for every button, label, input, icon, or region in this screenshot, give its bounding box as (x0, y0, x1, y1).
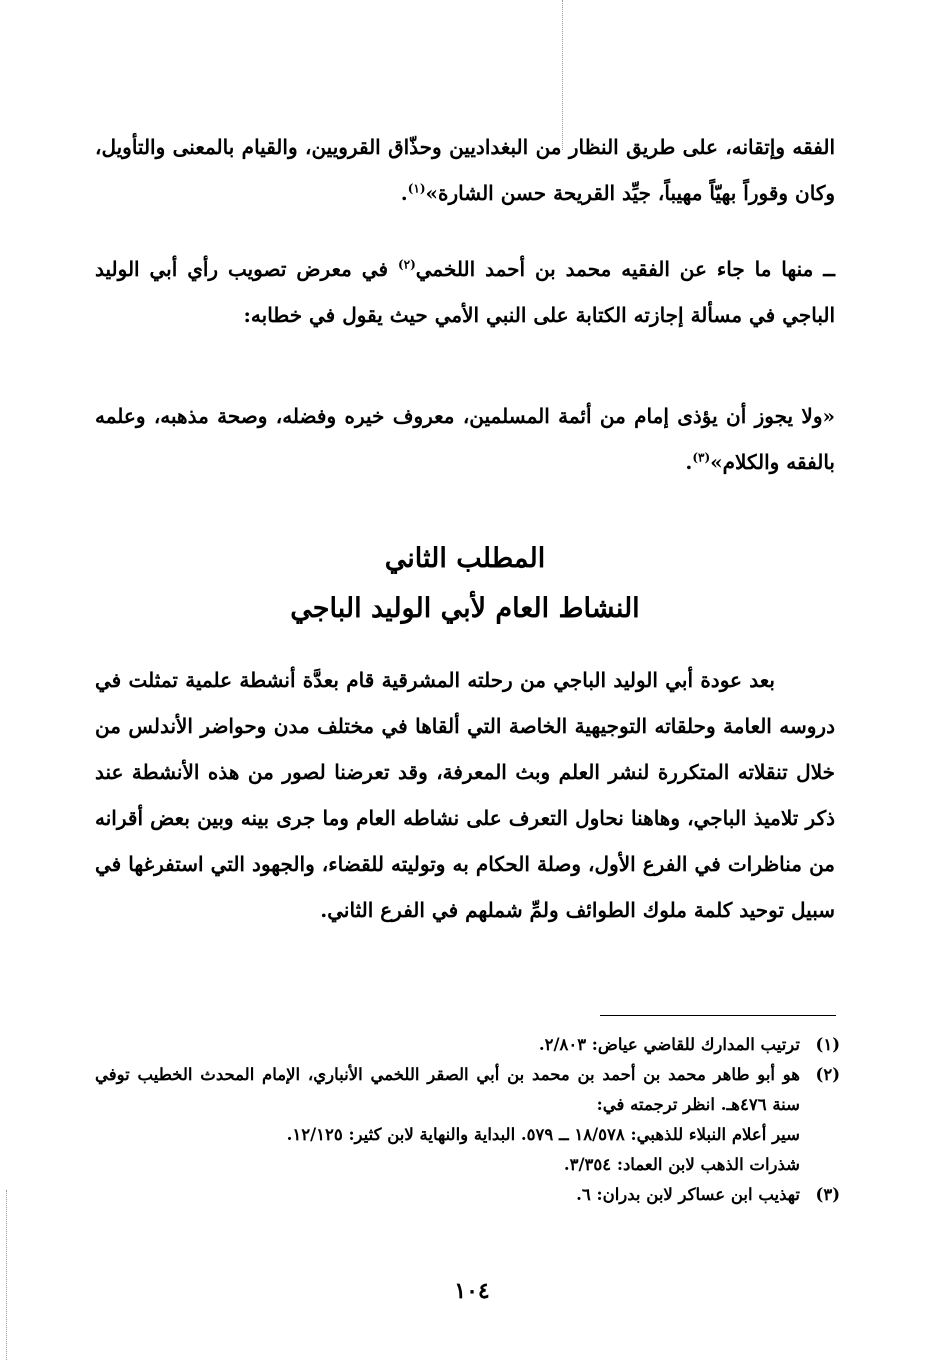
footnote-text: هو أبو طاهر محمد بن أحمد بن محمد بن أبي الصقر اللخمي الأنباري، الإمام المحدث الخطيب توفي سنة ٤٧٦هـ. انظر ترجمته في: (95, 1065, 800, 1114)
footnote-3 (95, 1180, 840, 1210)
footnote-number: (١) (815, 1035, 840, 1054)
paragraph-activity: بعد عودة أبي الوليد الباجي من رحلته المشرقية قام بعدَّة أنشطة علمية تمثلت في دروسه العامة وحلقاته التوجيهية الخاصة التي ألقاها في مختلف مدن وحواضر الأندلس من خلال تنقلاته المتكررة لنشر العلم وبث المعرفة، وقد تعرضنا لصور من هذه الأنشطة عند ذكر تلاميذ الباجي، وهاهنا نحاول التعرف على نشاطه العام وما جرى بينه وبين بعض أقرانه من مناظرات في الفرع الأول، وصلة الحكام به وتوليته للقضاء، والجهود التي استفرغها في سبيل توحيد كلمة ملوك الطوائف ولمِّ شملهم في الفرع الثاني. (95, 668, 836, 922)
footnote-number: (٢) (815, 1065, 840, 1084)
scan-artifact-line (6, 1190, 7, 1360)
footnote-ref-3: (٣) (692, 450, 711, 465)
footnote-text: تهذيب ابن عساكر لابن بدران: ٦. (576, 1185, 800, 1204)
footnote-text: ترتيب المدارك للقاضي عياض: ٢/٨٠٣. (538, 1035, 800, 1054)
page-number: ١٠٤ (454, 1278, 490, 1304)
footnote-separator (600, 1015, 836, 1016)
paragraph-end: . (400, 181, 408, 205)
paragraph-quote (95, 393, 835, 485)
footnote-ref-1: (١) (407, 181, 426, 196)
paragraph-text: الفقه وإتقانه، على طريق النظار من البغداديين وحذّاق القرويين، والقيام بالمعنى والتأويل، وكان وقوراً بهيّاً مهيباً، جيِّد القريحة حسن الشارة» (95, 135, 835, 205)
section-title: النشاط العام لأبي الوليد الباجي (290, 593, 640, 624)
section-heading: المطلب الثاني (384, 543, 546, 574)
footnote-ref-2: (٢) (397, 257, 416, 272)
footnote-2 (95, 1060, 840, 1180)
paragraph-lakhmi (95, 246, 835, 338)
paragraph-text: في معرض تصويب رأي أبي الوليد الباجي في مسألة إجازته الكتابة على النبي الأمي حيث يقول في خطابه: (95, 257, 835, 327)
footnote-text: سير أعلام النبلاء للذهبي: ١٨/٥٧٨ ــ ٥٧٩. البداية والنهاية لابن كثير: ١٢/١٢٥. (286, 1125, 800, 1144)
footnote-number: (٣) (815, 1185, 840, 1204)
footnotes (95, 1030, 840, 1210)
paragraph-quote-continuation (95, 124, 835, 216)
paragraph-text: «ولا يجوز أن يؤذى إمام من أئمة المسلمين، معروف خيره وفضله، وصحة مذهبه، وعلمه بالفقه والكلام» (95, 404, 835, 474)
paragraph-text: ــ منها ما جاء عن الفقيه محمد بن أحمد اللخمي (415, 257, 835, 281)
paragraph-end: . (685, 450, 693, 474)
footnote-text: شذرات الذهب لابن العماد: ٣/٣٥٤. (563, 1155, 800, 1174)
footnote-1 (95, 1030, 840, 1060)
